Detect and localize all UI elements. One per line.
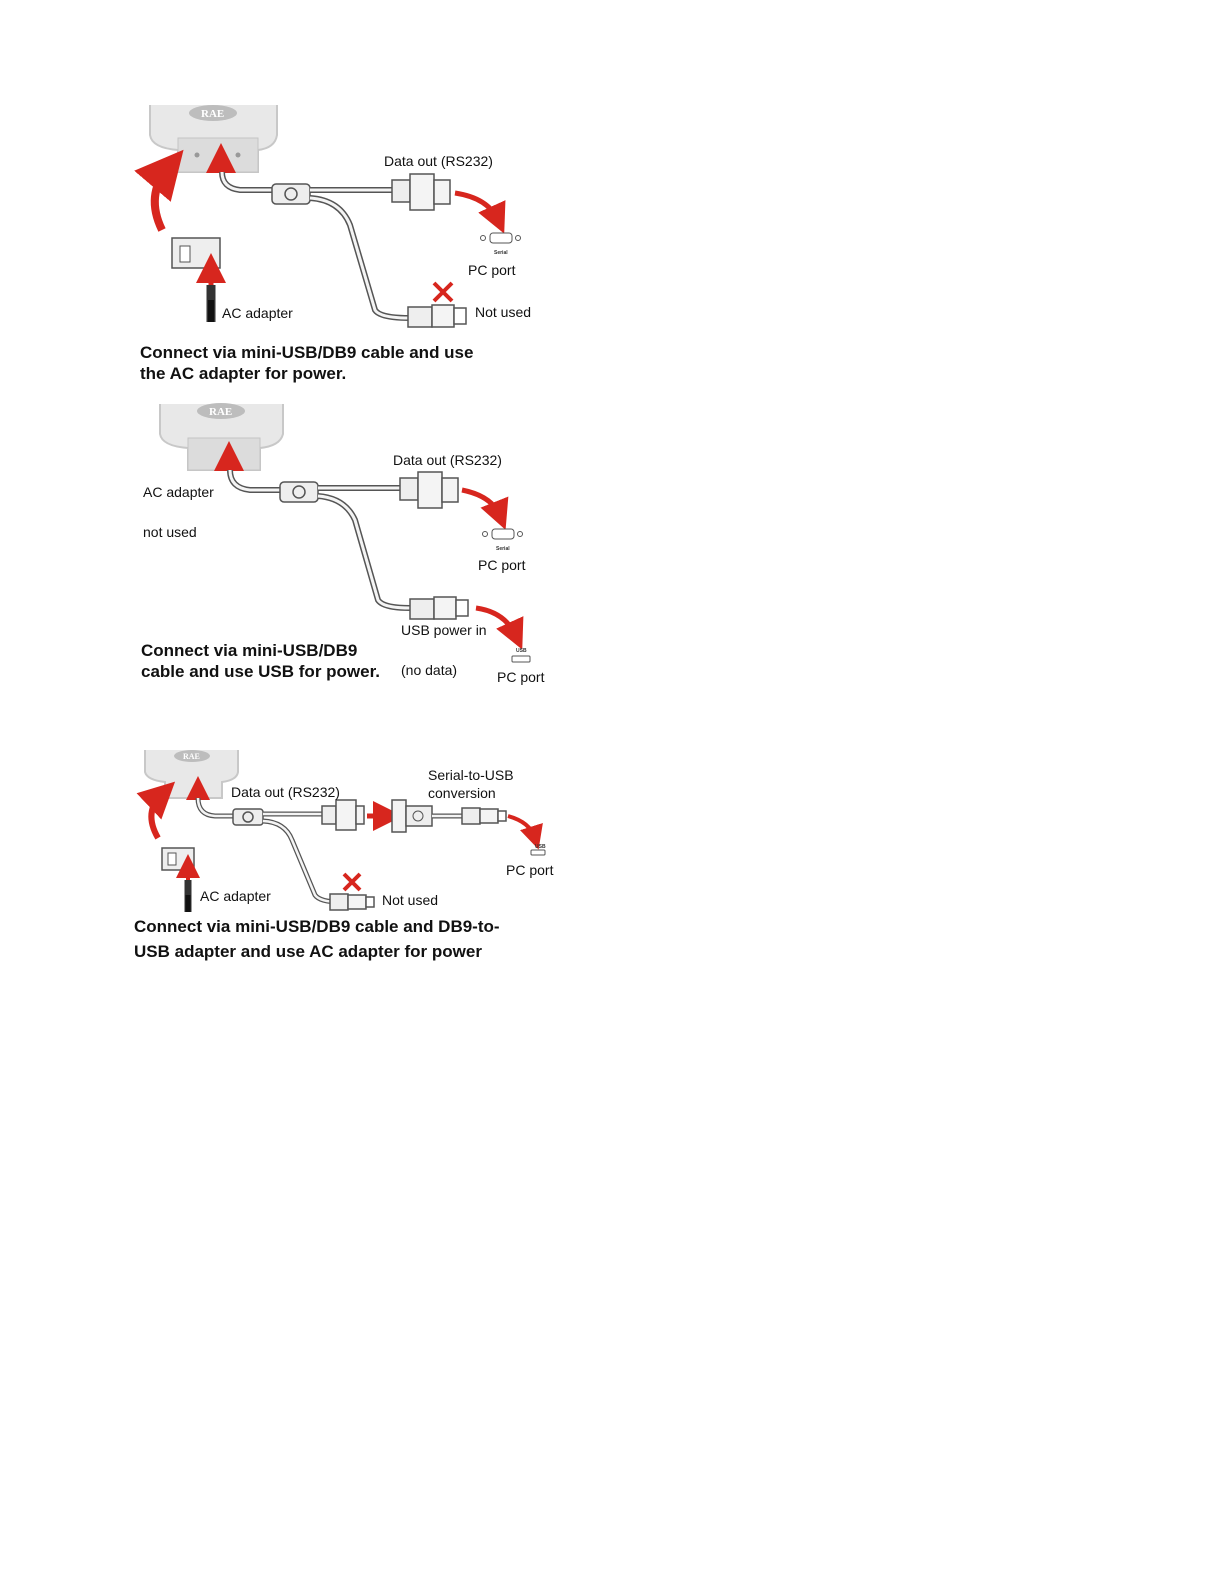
usb-port-icon	[512, 656, 530, 662]
not-used-label: not used	[143, 524, 197, 540]
caption-line: the AC adapter for power.	[140, 364, 347, 383]
pc-port-serial-label: PC port	[478, 557, 526, 573]
caption-line: cable and use USB for power.	[141, 662, 381, 681]
usb-port-icon	[531, 850, 545, 855]
curved-arrow-icon	[155, 168, 168, 230]
ac-adapter-plug-icon	[162, 848, 194, 912]
connect-arrow-icon	[462, 490, 500, 516]
not-used-x-icon	[434, 283, 452, 301]
usb-power-in-label: USB power in	[401, 622, 487, 638]
connect-arrow-icon	[508, 816, 535, 838]
not-used-x-icon	[344, 874, 360, 890]
usb-connector-icon	[330, 894, 374, 910]
ac-adapter-label: AC adapter	[222, 305, 293, 321]
instrument-body-2	[160, 403, 283, 470]
usb-connector-icon	[410, 597, 468, 619]
serial-to-usb-adapter-icon	[392, 800, 506, 832]
conversion-label-line1: Serial-to-USB	[428, 767, 514, 783]
cable-splitter	[272, 184, 310, 204]
caption-line: USB adapter and use AC adapter for power	[134, 942, 482, 961]
diagram1-caption	[140, 342, 473, 384]
pc-port-usb-label: PC port	[497, 669, 545, 685]
not-used-label: Not used	[382, 892, 439, 908]
instrument-body-1	[150, 105, 277, 172]
curved-arrow-icon	[151, 794, 162, 838]
usb-tag: USB	[535, 844, 546, 850]
serial-port-icon	[483, 529, 523, 539]
connect-arrow-icon	[455, 193, 498, 220]
ac-adapter-plug-icon	[172, 238, 220, 322]
caption-line: Connect via mini-USB/DB9 cable and DB9-to-	[134, 917, 500, 936]
serial-port-icon	[481, 233, 521, 243]
svg-text:RAE: RAE	[209, 406, 233, 418]
conversion-label-line2: conversion	[428, 785, 496, 801]
instrument-body-3	[145, 750, 238, 798]
caption-line: Connect via mini-USB/DB9 cable and use	[140, 343, 474, 362]
serial-tag: Serial	[494, 250, 508, 256]
serial-tag: Serial	[496, 546, 510, 552]
caption-line: Connect via mini-USB/DB9	[141, 641, 358, 660]
svg-text:RAE: RAE	[183, 752, 200, 761]
pc-port-label: PC port	[468, 262, 516, 278]
db9-connector-icon	[400, 472, 458, 508]
data-out-label: Data out (RS232)	[393, 452, 502, 468]
diagram1-artwork	[150, 105, 521, 327]
cable-splitter	[280, 482, 318, 502]
db9-connector-icon	[392, 174, 450, 210]
diagram2-caption	[141, 640, 380, 682]
diagram3-caption	[134, 914, 500, 964]
ac-adapter-label: AC adapter	[143, 484, 214, 500]
data-out-label: Data out (RS232)	[231, 784, 340, 800]
svg-text:RAE: RAE	[201, 108, 225, 120]
data-out-label: Data out (RS232)	[384, 153, 493, 169]
not-used-label: Not used	[475, 304, 532, 320]
usb-tag: USB	[516, 648, 527, 654]
db9-connector-icon	[322, 800, 364, 830]
ac-adapter-label: AC adapter	[200, 888, 271, 904]
usb-connector-icon	[408, 305, 466, 327]
no-data-label: (no data)	[401, 662, 458, 678]
pc-port-label: PC port	[506, 862, 554, 878]
